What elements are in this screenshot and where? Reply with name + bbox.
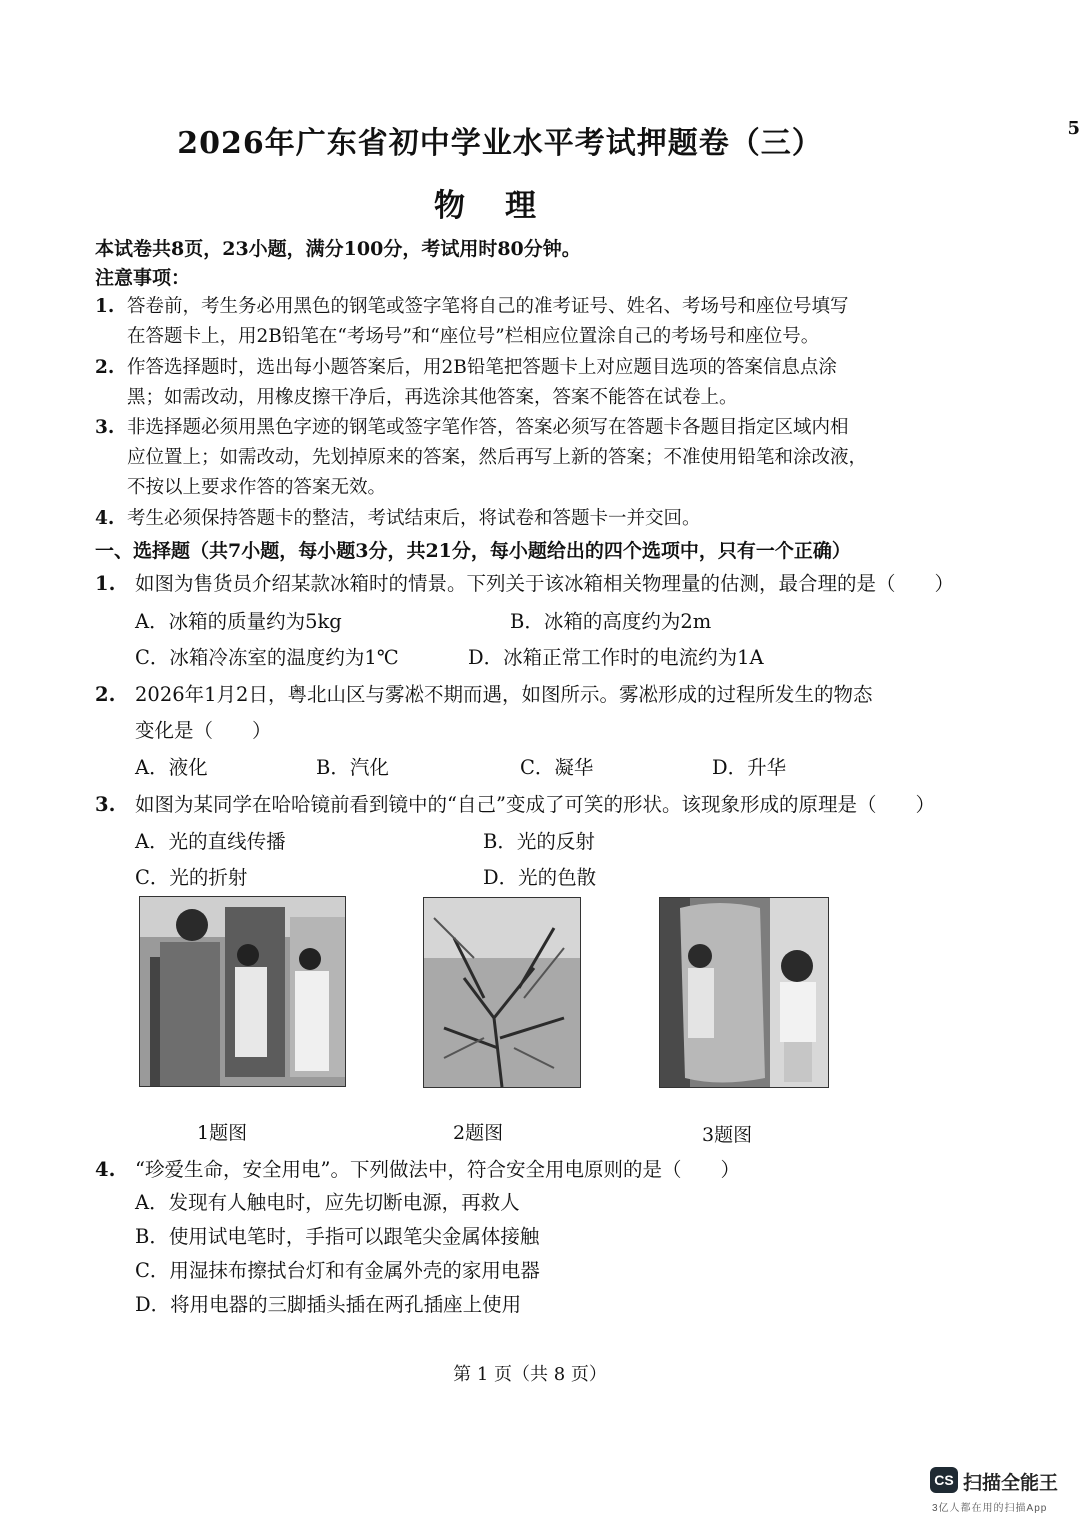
option-a: A．冰箱的质量约为5kg — [135, 610, 342, 633]
exam-title: 2026年广东省初中学业水平考试押题卷（三） — [177, 126, 823, 161]
notice-line: 在答题卡上，用2B铅笔在“考场号”和“座位号”栏相应位置涂自己的考场号和座位号。 — [127, 326, 820, 347]
scanner-app-name: 扫描全能王 — [963, 1473, 1059, 1494]
figure-2-photo — [423, 897, 581, 1088]
option-c: C．冰箱冷冻室的温度约为1℃ — [135, 646, 399, 669]
question-2 — [95, 679, 872, 707]
option-b: B．使用试电笔时，手指可以跟笔尖金属体接触 — [135, 1225, 540, 1248]
question-number: 1. — [95, 572, 116, 595]
option-b: B．冰箱的高度约为2m — [510, 610, 712, 633]
notice-line: 不按以上要求作答的答案无效。 — [127, 477, 387, 498]
option-c: C．凝华 — [520, 756, 594, 779]
notice-item — [95, 292, 849, 352]
notice-line: 考生必须保持答题卡的整洁，考试结束后，将试卷和答题卡一并交回。 — [127, 508, 701, 529]
figure-3-caption: 3题图 — [702, 1124, 753, 1146]
notice-number: 3. — [95, 417, 115, 438]
notice-line: 作答选择题时，选出每小题答案后，用2B铅笔把答题卡上对应题目选项的答案信息点涂 — [127, 357, 837, 378]
notice-item — [95, 353, 837, 413]
question-number: 3. — [95, 793, 116, 816]
option-d: D．升华 — [712, 756, 787, 779]
corner-mark: 5 — [1067, 118, 1080, 139]
subject-title: 物理 — [434, 188, 576, 224]
question-stem-cont: 变化是（ ） — [135, 719, 272, 742]
question-1 — [95, 568, 954, 596]
figure-2-caption: 2题图 — [453, 1122, 504, 1144]
question-stem: 2026年1月2日，粤北山区与雾凇不期而遇，如图所示。雾凇形成的过程所发生的物态 — [135, 683, 873, 706]
notice-number: 2. — [95, 357, 115, 378]
option-a: A．光的直线传播 — [135, 830, 286, 853]
figure-1-caption: 1题图 — [197, 1122, 248, 1144]
notice-line: 黑；如需改动，用橡皮擦干净后，再选涂其他答案，答案不能答在试卷上。 — [127, 387, 738, 408]
option-b: B．光的反射 — [483, 830, 595, 853]
question-stem: 如图为某同学在哈哈镜前看到镜中的“自己”变成了可笑的形状。该现象形成的原理是（ ） — [135, 793, 935, 816]
notice-line: 应位置上；如需改动，先划掉原来的答案，然后再写上新的答案；不准使用铅笔和涂改液， — [127, 447, 868, 468]
question-stem: “珍爱生命，安全用电”。下列做法中，符合安全用电原则的是（ ） — [135, 1158, 740, 1181]
notice-heading: 注意事项： — [95, 267, 191, 289]
notice-item — [95, 413, 867, 503]
section-heading: 一、选择题（共7小题，每小题3分，共21分，每小题给出的四个选项中，只有一个正确） — [95, 540, 851, 562]
question-stem: 如图为售货员介绍某款冰箱时的情景。下列关于该冰箱相关物理量的估测，最合理的是（ ） — [135, 572, 955, 595]
figure-1-photo — [139, 896, 346, 1087]
option-d: D．冰箱正常工作时的电流约为1A — [468, 646, 764, 669]
option-a: A．发现有人触电时，应先切断电源，再救人 — [135, 1191, 520, 1214]
option-c: C．用湿抹布擦拭台灯和有金属外壳的家用电器 — [135, 1259, 540, 1282]
scanner-tagline: 3亿人都在用的扫描App — [932, 1503, 1048, 1514]
figure-3-photo — [659, 897, 829, 1088]
notice-number: 1. — [95, 296, 115, 317]
notice-number: 4. — [95, 508, 115, 529]
notice-line: 答卷前，考生务必用黑色的钢笔或签字笔将自己的准考证号、姓名、考场号和座位号填写 — [127, 296, 849, 317]
option-b: B．汽化 — [316, 756, 389, 779]
question-3 — [95, 789, 935, 817]
option-c: C．光的折射 — [135, 866, 248, 889]
question-number: 2. — [95, 683, 116, 706]
exam-intro: 本试卷共8页，23小题，满分100分，考试用时80分钟。 — [95, 238, 581, 260]
scanner-logo-icon: CS — [930, 1467, 958, 1493]
option-a: A．液化 — [135, 756, 208, 779]
notice-line: 非选择题必须用黑色字迹的钢笔或签字笔作答，答案必须写在答题卡各题目指定区域内相 — [127, 417, 849, 438]
page-footer: 第 1 页（共 8 页） — [453, 1364, 607, 1385]
option-d: D．光的色散 — [483, 866, 597, 889]
question-4 — [95, 1154, 740, 1182]
question-number: 4. — [95, 1158, 116, 1181]
option-d: D．将用电器的三脚插头插在两孔插座上使用 — [135, 1293, 522, 1316]
notice-item — [95, 504, 701, 534]
